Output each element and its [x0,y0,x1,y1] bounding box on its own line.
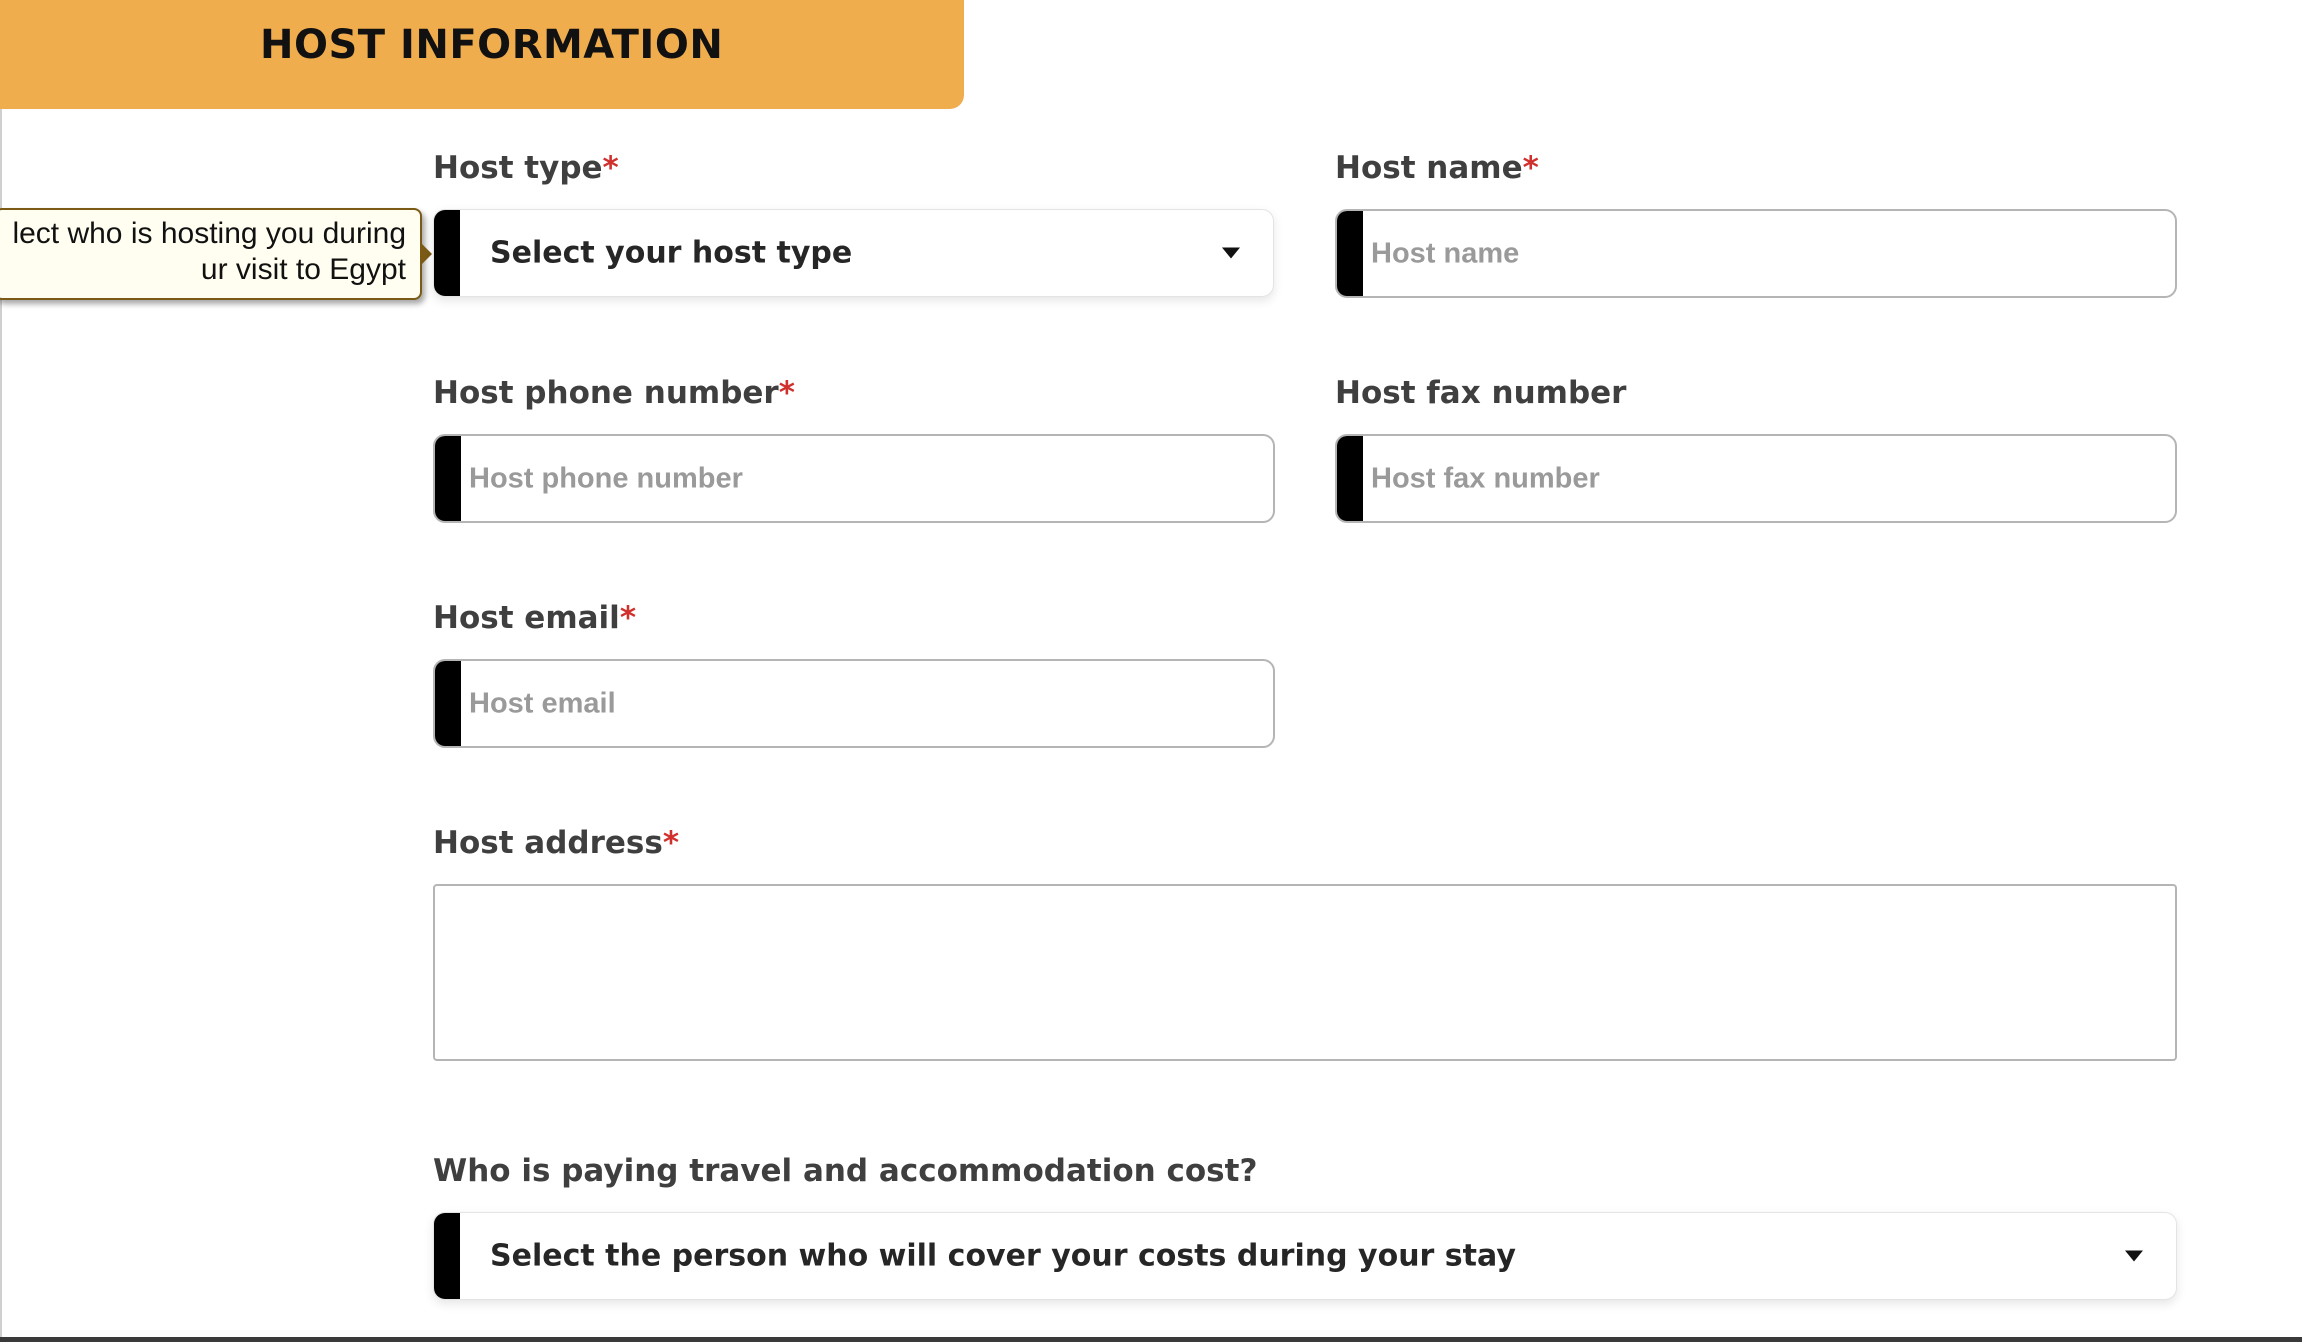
chevron-down-icon[interactable] [2125,1251,2143,1262]
host-name-label [1335,150,1539,186]
host-name-placeholder: Host name [1371,237,1520,269]
host-address-label [433,825,679,861]
host-name-input[interactable] [1335,209,2177,298]
payer-select[interactable] [433,1212,2177,1300]
host-email-placeholder: Host email [469,687,616,719]
host-type-tooltip [0,208,422,300]
host-type-select[interactable] [433,209,1274,297]
field-accent-bar [434,210,460,296]
host-phone-label [433,375,795,411]
host-fax-input[interactable] [1335,434,2177,523]
host-email-input[interactable] [433,659,1275,748]
bottom-edge-border [0,1337,2302,1342]
field-accent-bar [1337,436,1363,521]
host-email-label-text: Host email [433,600,620,636]
field-accent-bar [435,436,461,521]
tooltip-arrow [422,244,432,264]
host-phone-input[interactable] [433,434,1275,523]
host-address-textarea[interactable] [433,884,2177,1061]
required-marker: * [778,375,795,411]
field-accent-bar [434,1213,460,1299]
left-edge-border [0,0,2,1338]
payer-selected-value: Select the person who will cover your costs during your stay [490,1238,1516,1274]
payer-label-text: Who is paying travel and accommodation cost? [433,1153,1258,1189]
required-marker: * [619,600,637,636]
payer-label [433,1153,1257,1189]
tooltip-text: lect who is hosting you during ur visit to Egypt [12,217,406,286]
field-accent-bar [435,661,461,746]
host-type-label-text: Host type [433,150,603,186]
required-marker: * [1522,150,1539,186]
chevron-down-icon[interactable] [1222,248,1240,259]
field-accent-bar [1337,211,1363,296]
required-marker: * [602,150,619,186]
section-title: HOST INFORMATION [260,22,724,68]
host-fax-label [1335,375,1626,411]
host-address-label-text: Host address [433,825,663,861]
host-phone-placeholder: Host phone number [469,462,743,494]
host-fax-placeholder: Host fax number [1371,462,1600,494]
host-type-label [433,150,619,186]
host-name-label-text: Host name [1335,150,1523,186]
host-type-selected-value: Select your host type [490,235,853,271]
host-fax-label-text: Host fax number [1335,375,1627,411]
host-email-label [433,600,636,636]
section-header [0,0,964,109]
host-phone-label-text: Host phone number [433,375,779,411]
required-marker: * [662,825,680,861]
